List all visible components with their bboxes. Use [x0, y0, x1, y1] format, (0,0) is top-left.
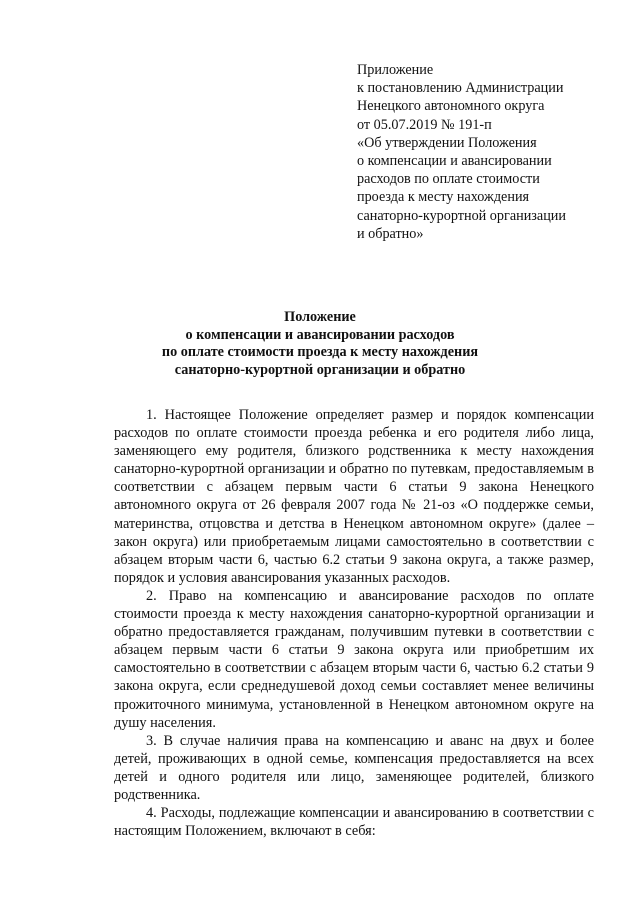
paragraph-4: 4. Расходы, подлежащие компенсации и авансированию в соответствии с настоящим Положением, включают в себя: [114, 805, 594, 840]
appendix-line: и обратно» [357, 225, 424, 242]
title-line: о компенсации и авансировании расходов [185, 326, 455, 343]
title-line: по оплате стоимости проезда к месту нахождения [161, 344, 479, 361]
appendix-header [357, 61, 627, 243]
appendix-line: о компенсации и авансировании [357, 153, 552, 170]
title-line: Положение [284, 309, 356, 325]
appendix-line: к постановлению Администрации [357, 80, 564, 97]
paragraph-2: 2. Право на компенсацию и авансирование расходов по оплате стоимости проезда к месту нахождения санаторно-курортной организации и обратно предоставляется гражданам, получившим путевки в соответствии с абзацем первым части 6 статьи 9 закона округа или приобретшим их самостоятельно в соответствии с абзацем вторым части 6, частью 6.2 статьи 9 закона округа, если среднедушевой доход семьи составляет менее величины прожиточного минимума, установленной в Ненецком автономном округе на душу населения. [114, 587, 594, 731]
appendix-line: расходов по оплате стоимости [357, 171, 540, 188]
appendix-line: проезда к месту нахождения [357, 189, 530, 206]
paragraph-3: 3. В случае наличия права на компенсацию и аванс на двух и более детей, проживающих в одной семье, компенсация предоставляется на всех детей и одного родителя или лицо, заменяющее родителей, близкого родственника. [114, 732, 594, 803]
title-line: санаторно-курортной организации и обратно [174, 361, 466, 378]
appendix-line: Ненецкого автономного округа [357, 98, 545, 115]
document-body [114, 406, 594, 840]
document-title [0, 309, 640, 379]
paragraph-1: 1. Настоящее Положение определяет размер и порядок компенсации расходов по оплате стоимости проезда ребенка и его родителя либо лица, заменяющего ему родителя, близкого родственника к месту нахождения санаторно-курортной организации и обратно по путевкам, предоставляемым в соответствии с абзацем первым части 6 статьи 9 закона Ненецкого автономного округа от 26 февраля 2007 года № 21-оз «О поддержке семьи, материнства, отцовства и детства в Ненецком автономном округе» (далее – закон округа) или приобретаемым лицами самостоятельно в соответствии с абзацем вторым части 6, частью 6.2 статьи 9 закона округа, а также размер, порядок и условия авансирования указанных расходов. [114, 407, 594, 586]
appendix-line: «Об утверждении Положения [357, 134, 537, 151]
appendix-line: санаторно-курортной организации [357, 207, 566, 224]
appendix-line: Приложение [357, 62, 434, 78]
appendix-line: от 05.07.2019 № 191-п [357, 116, 492, 133]
